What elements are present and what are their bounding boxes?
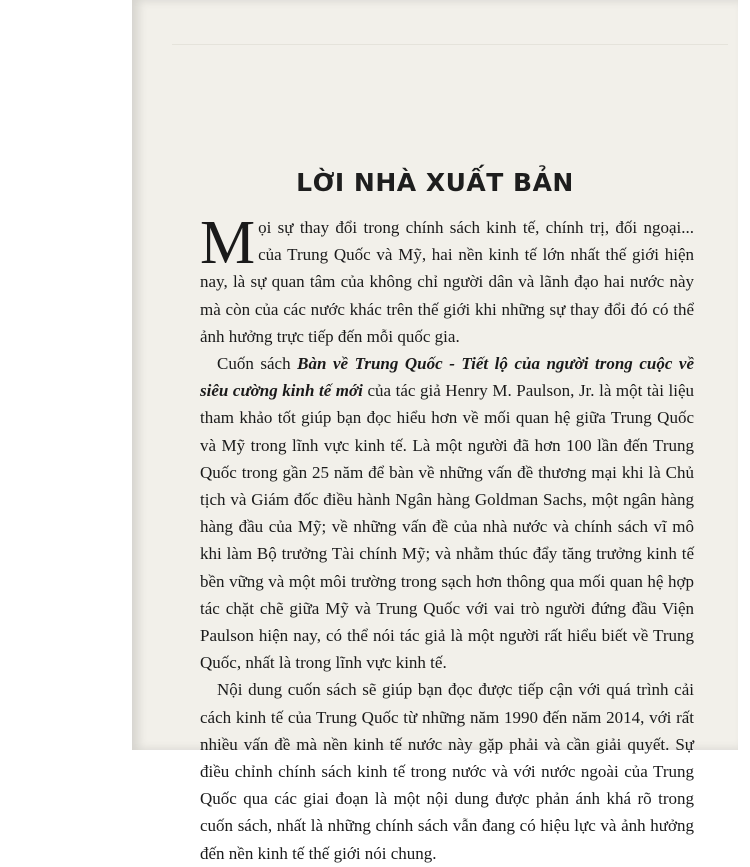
drop-cap: M (200, 209, 256, 277)
paragraph-3 (200, 676, 694, 866)
paragraph-1 (200, 209, 694, 350)
paragraph-3-text: Nội dung cuốn sách sẽ giúp bạn đọc được tiếp cận với quá trình cải cách kinh tế của Trung Quốc từ những năm 1990 đến năm 2014, với rất nhiều vấn đề mà nền kinh tế nước này gặp phải và cần giải quyết. Sự điều chỉnh chính sách kinh tế trong nước và với nước ngoài của Trung Quốc qua các giai đoạn là một nội dung được phản ánh khá rõ trong cuốn sách, nhất là những chính sách vẫn đang có hiệu lực và ảnh hưởng đến nền kinh tế thế giới nói chung. (200, 680, 694, 863)
book-title: Bàn về Trung Quốc - Tiết lộ của người trong cuộc về siêu cường kinh tế mới (200, 354, 695, 401)
paragraph-2-text: của tác giả Henry M. Paulson, Jr. là một tài liệu tham khảo tốt giúp bạn đọc hiểu hơn về mối quan hệ giữa Trung Quốc và Mỹ trong lĩnh vực kinh tế. Là một người đã hơn 100 lần đến Trung Quốc trong gần 25 năm để bàn về những vấn đề thương mại khi là Chủ tịch và Giám đốc điều hành Ngân hàng Goldman Sachs, một ngân hàng hàng đầu của Mỹ; về những vấn đề của nhà nước và chính sách vĩ mô khi làm Bộ trưởng Tài chính Mỹ; và nhằm thúc đẩy tăng trưởng kinh tế bền vững và một môi trường trong sạch hơn thông qua mối quan hệ hợp tác chặt chẽ giữa Mỹ và Trung Quốc với vai trò người đứng đầu Viện Paulson hiện nay, có thể nói tác giả là một người rất hiểu biết về Trung Quốc, nhất là trong lĩnh vực kinh tế. (200, 381, 694, 673)
page-title: LỜI NHÀ XUẤT BẢN (296, 168, 574, 197)
paragraph-1-text: ọi sự thay đổi trong chính sách kinh tế, chính trị, đối ngoại... của Trung Quốc và Mỹ, hai nền kinh tế lớn nhất thế giới hiện nay, là sự quan tâm của không chỉ người dân và lãnh đạo hai nước này mà còn của các nước khác trên thế giới khi những sự thay đổi đó có thể ảnh hưởng trực tiếp đến mỗi quốc gia. (200, 218, 694, 346)
bleed-running-header (172, 40, 728, 45)
paragraph-2-lead: Cuốn sách (217, 354, 298, 374)
preface-body (200, 209, 695, 867)
book-page (132, 0, 738, 863)
paragraph-2 (200, 350, 694, 676)
